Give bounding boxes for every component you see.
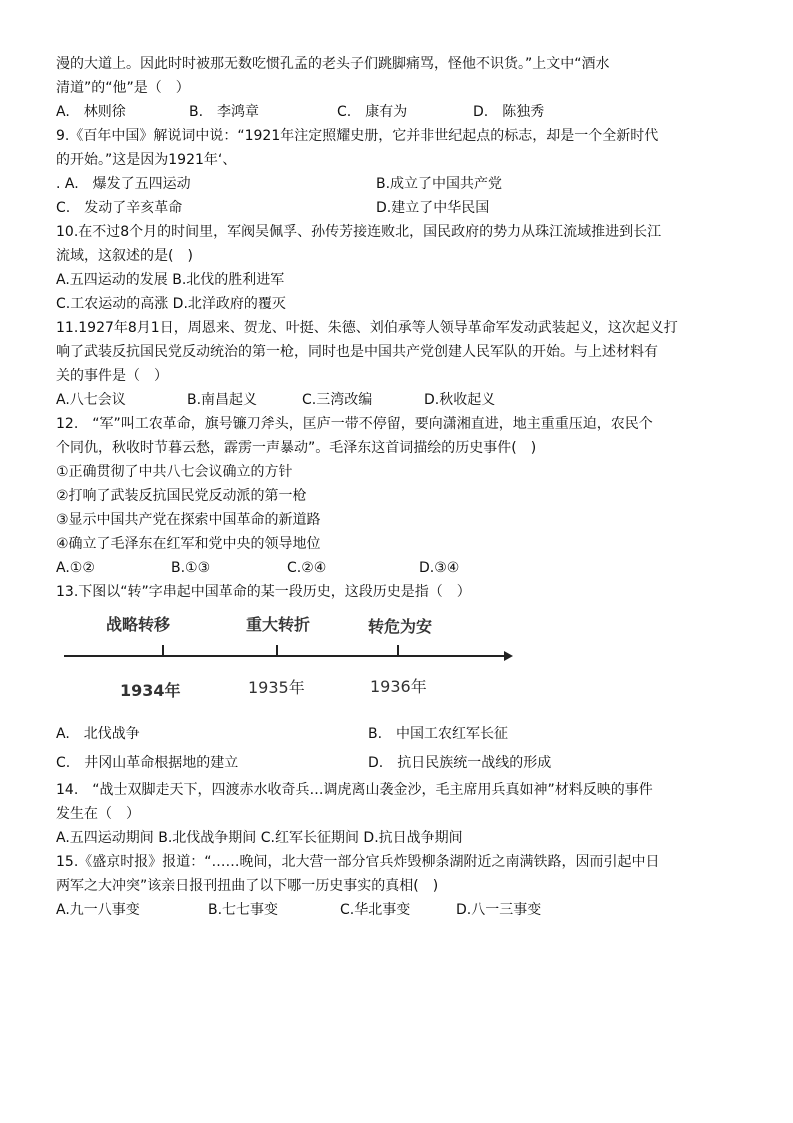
q10-options-row-1: A.五四运动的发展 B.北伐的胜利进军 [56, 272, 285, 288]
q8-option-d: D. 陈独秀 [473, 104, 545, 120]
timeline-axis [64, 655, 510, 657]
q12-item-2: ②打响了武装反抗国民党反动派的第一枪 [56, 488, 307, 504]
q9-option-d: D.建立了中华民国 [376, 200, 490, 216]
q11-option-d: D.秋收起义 [424, 392, 496, 408]
q10-stem-line-1: 10.在不过8个月的时间里，军阀吴佩孚、孙传芳接连败北，国民政府的势力从珠江流域推进到长江 [56, 224, 662, 240]
q8-option-b: B. 李鸿章 [189, 104, 260, 120]
timeline-arrow-icon [504, 651, 513, 661]
q10-stem-line-2: 流域，这叙述的是( ) [56, 248, 193, 264]
q11-stem-line-2: 响了武装反抗国民党反动统治的第一枪，同时也是中国共产党创建人民军队的开始。与上述材料有 [56, 344, 658, 360]
q12-item-3: ③显示中国共产党在探索中国革命的新道路 [56, 512, 321, 528]
q13-option-b: B. 中国工农红军长征 [368, 726, 509, 742]
q11-stem-line-1: 11.1927年8月1日，周恩来、贺龙、叶挺、朱德、刘伯承等人领导革命军发动武装起义，这次起义打 [56, 320, 678, 336]
timeline-tick-1 [162, 645, 164, 656]
q15-option-d: D.八一三事变 [456, 902, 542, 918]
q13-options-row-1 [56, 720, 746, 749]
q12-option-c: C.②④ [287, 560, 327, 576]
timeline-tick-3 [397, 645, 399, 656]
q12-option-a: A.①② [56, 560, 95, 576]
q12-item-1: ①正确贯彻了中共八七会议确立的方针 [56, 464, 293, 480]
q11-option-c: C.三湾改编 [302, 392, 373, 408]
q12-stem-line-2: 个同仇，秋收时节暮云愁，霹雳一声暴动”。毛泽东这首词描绘的历史事件( ) [56, 440, 537, 456]
q13-options-row-2 [56, 749, 746, 778]
q15-option-a: A.九一八事变 [56, 902, 140, 918]
q13-option-c: C. 井冈山革命根据地的建立 [56, 755, 239, 771]
q11-option-a: A.八七会议 [56, 392, 126, 408]
q13-timeline [56, 608, 746, 720]
q9-option-a: . A. 爆发了五四运动 [56, 176, 191, 192]
q11-stem-line-3: 关的事件是（ ） [56, 368, 168, 384]
timeline-label-3: 转危为安 [368, 617, 433, 636]
q9-option-b: B.成立了中国共产党 [376, 176, 503, 192]
q11-options [56, 388, 746, 412]
q15-stem-line-1: 15.《盛京时报》报道：“……晚间，北大营一部分官兵炸毁柳条湖附近之南满铁路，因而引起中日 [56, 854, 660, 870]
q14-stem-line-1: 14. “战士双脚走天下，四渡赤水收奇兵…调虎离山袭金沙，毛主席用兵真如神”材料反映的事件 [56, 782, 653, 798]
q14-stem-line-2: 发生在（ ） [56, 806, 140, 822]
timeline-year-1935: 1935年 [248, 678, 305, 697]
q9-stem-line-2: 的开始。”这是因为1921年‘、 [56, 152, 237, 168]
q9-stem-line-1: 9.《百年中国》解说词中说：“1921年注定照耀史册，它并非世纪起点的标志，却是一个全新时代 [56, 128, 659, 144]
q13-option-d: D. 抗日民族统一战线的形成 [368, 755, 552, 771]
q15-stem-line-2: 两军之大冲突”该亲日报刊扭曲了以下哪一历史事实的真相( ) [56, 878, 439, 894]
q9-options-row-1 [56, 172, 746, 196]
exam-page [56, 52, 746, 922]
q12-options [56, 556, 746, 580]
q8-option-a: A. 林则徐 [56, 104, 126, 120]
q9-options-row-2 [56, 196, 746, 220]
timeline-year-1934: 1934年 [120, 681, 181, 700]
q14-options: A.五四运动期间 B.北伐战争期间 C.红军长征期间 D.抗日战争期间 [56, 830, 463, 846]
q13-option-a: A. 北伐战争 [56, 726, 140, 742]
timeline-year-1936: 1936年 [370, 677, 427, 696]
q15-option-c: C.华北事变 [340, 902, 411, 918]
q10-options-row-2: C.工农运动的高涨 D.北洋政府的覆灭 [56, 296, 286, 312]
q11-option-b: B.南昌起义 [187, 392, 258, 408]
timeline-tick-2 [276, 645, 278, 656]
q8-stem-line-1: 漫的大道上。因此时时被那无数吃惯孔孟的老头子们跳脚痛骂，怪他不识货。”上文中“酒水 [56, 56, 610, 72]
q8-stem-line-2: 清道”的“他”是（ ） [56, 80, 190, 96]
timeline-label-2: 重大转折 [246, 615, 311, 634]
q13-stem: 13.下图以“转”字串起中国革命的某一段历史，这段历史是指（ ） [56, 584, 471, 600]
q15-option-b: B.七七事变 [208, 902, 279, 918]
q12-stem-line-1: 12. “军”叫工农革命，旗号镰刀斧头，匡庐一带不停留，要向潇湘直进，地主重重压迫，农民个 [56, 416, 653, 432]
q15-options [56, 898, 746, 922]
q12-option-d: D.③④ [419, 560, 460, 576]
q12-item-4: ④确立了毛泽东在红军和党中央的领导地位 [56, 536, 321, 552]
q8-options [56, 100, 746, 124]
q12-option-b: B.①③ [171, 560, 211, 576]
q8-option-c: C. 康有为 [337, 104, 408, 120]
timeline-label-1: 战略转移 [106, 615, 171, 634]
q9-option-c: C. 发动了辛亥革命 [56, 200, 183, 216]
